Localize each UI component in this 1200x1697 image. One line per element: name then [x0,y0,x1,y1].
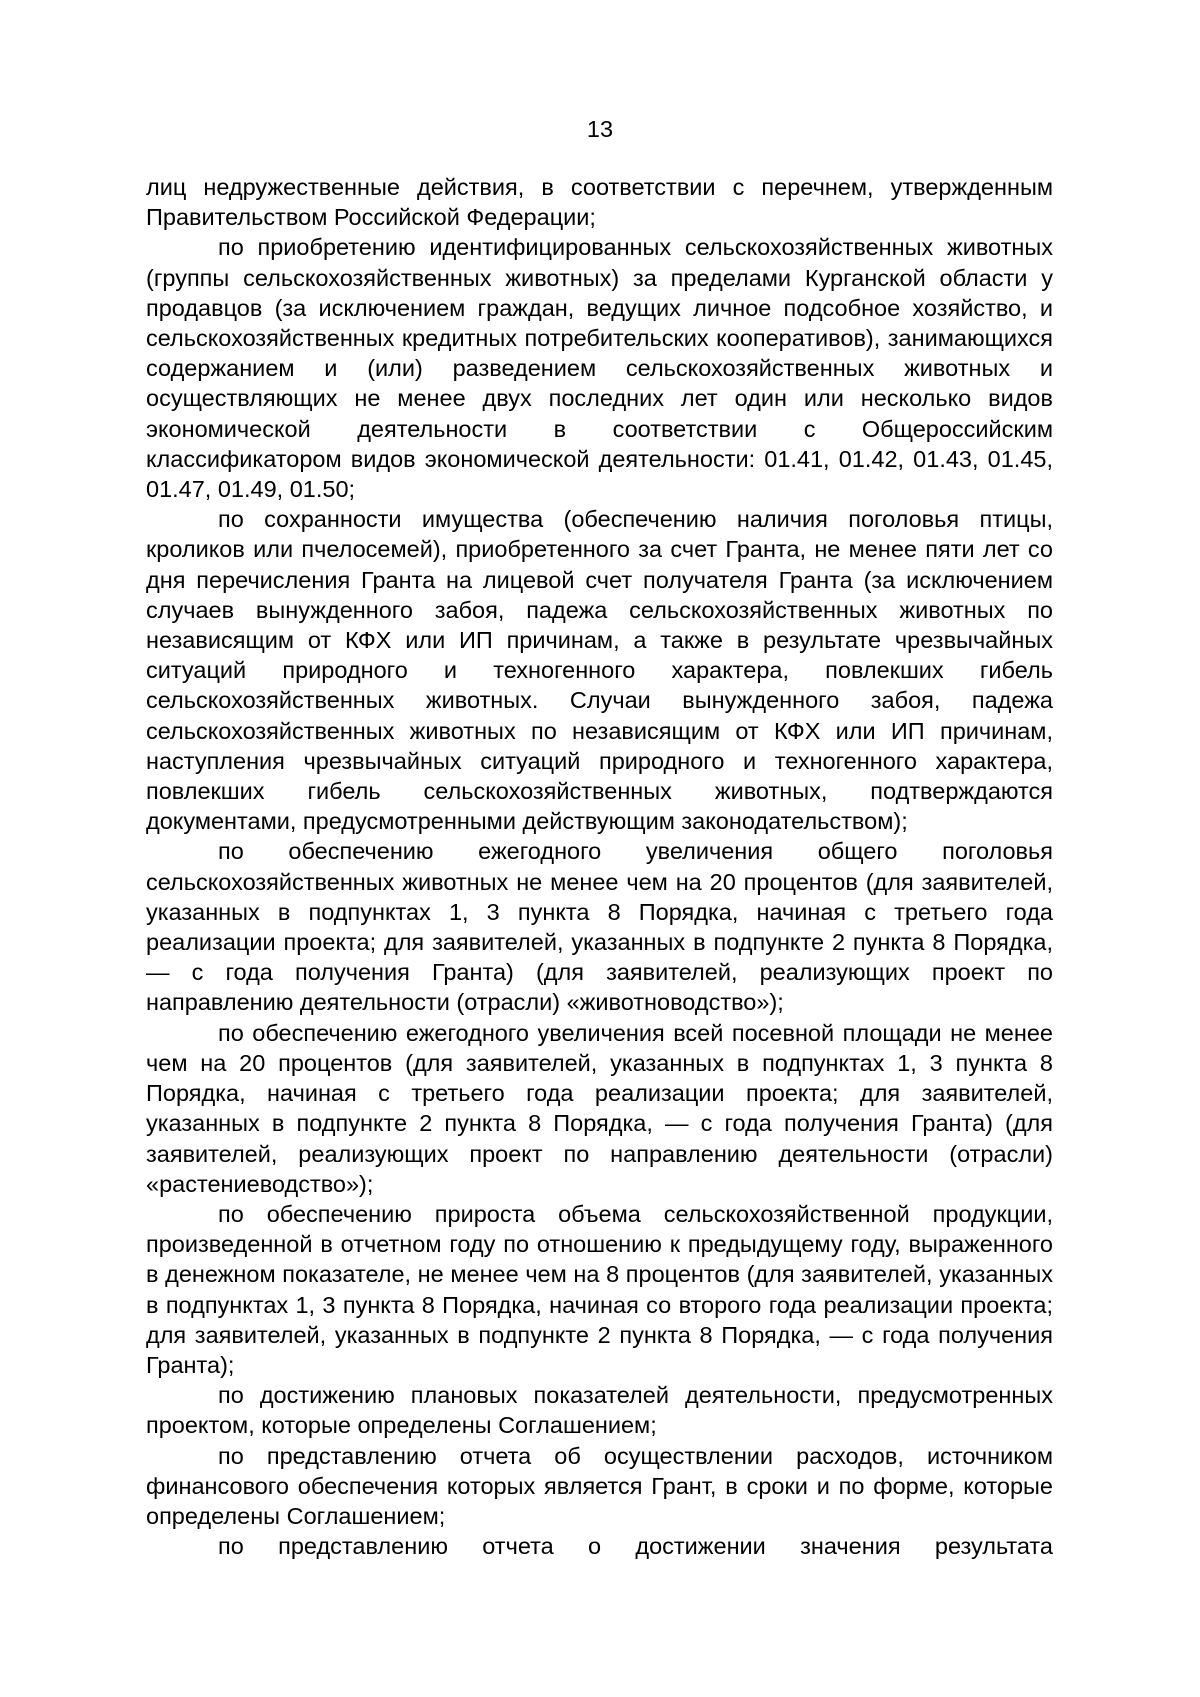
paragraph-continuation: лиц недружественные действия, в соответствии с перечнем, утвержденным Правительством Российской Федерации; [146,174,1053,231]
paragraph-planned-indicators: по достижению плановых показателей деятельности, предусмотренных проектом, которые определены Соглашением; [146,1382,1053,1439]
paragraph-sown-area-increase: по обеспечению ежегодного увеличения всей посевной площади не менее чем на 20 процентов (для заявителей, указанных в подпунктах 1, 3 пункта 8 Порядка, начиная с третьего года реализации проекта; для заявителей, указанных в подпункте 2 пункта 8 Порядка, — с года получения Гранта) (для заявителей, реализующих проект по направлению деятельности (отрасли) «растениеводство»); [146,1019,1053,1197]
document-body [146,172,1053,1561]
paragraph-acquisition-animals: по приобретению идентифицированных сельскохозяйственных животных (группы сельскохозяйственных животных) за пределами Курганской области у продавцов (за исключением граждан, ведущих личное подсобное хозяйство, и сельскохозяйственных кредитных потребительских кооперативов), занимающихся содержанием и (или) разведением сельскохозяйственных животных и осуществляющих не менее двух последних лет один или несколько видов экономической деятельности в соответствии с Общероссийским классификатором видов экономической деятельности: 01.41, 01.42, 01.43, 01.45, 01.47, 01.49, 01.50; [146,234,1053,503]
paragraph-property-preservation: по сохранности имущества (обеспечению наличия поголовья птицы, кроликов или пчелосемей), приобретенного за счет Гранта, не менее пяти лет со дня перечисления Гранта на лицевой счет получателя Гранта (за исключением случаев вынужденного забоя, падежа сельскохозяйственных животных по независящим от КФХ или ИП причинам, а также в результате чрезвычайных ситуаций природного и техногенного характера, повлекших гибель сельскохозяйственных животных. Случаи вынужденного забоя, падежа сельскохозяйственных животных по независящим от КФХ или ИП причинам, наступления чрезвычайных ситуаций природного и техногенного характера, повлекших гибель сельскохозяйственных животных, подтверждаются документами, предусмотренными действующим законодательством); [146,506,1053,835]
paragraph-livestock-increase: по обеспечению ежегодного увеличения общего поголовья сельскохозяйственных животных не менее чем на 20 процентов (для заявителей, указанных в подпунктах 1, 3 пункта 8 Порядка, начиная с третьего года реализации проекта; для заявителей, указанных в подпункте 2 пункта 8 Порядка, — с года получения Гранта) (для заявителей, реализующих проект по направлению деятельности (отрасли) «животноводство»); [146,838,1053,1016]
page-number: 13 [586,116,614,142]
paragraph-result-report: по представлению отчета о достижении значения результата [218,1533,1053,1560]
paragraph-production-growth: по обеспечению прироста объема сельскохозяйственной продукции, произведенной в отчетном году по отношению к предыдущему году, выраженного в денежном показателе, не менее чем на 8 процентов (для заявителей, указанных в подпунктах 1, 3 пункта 8 Порядка, начиная со второго года реализации проекта; для заявителей, указанных в подпункте 2 пункта 8 Порядка, — с года получения Гранта); [146,1200,1053,1378]
paragraph-expense-report: по представлению отчета об осуществлении расходов, источником финансового обеспечения которых является Грант, в сроки и по форме, которые определены Соглашением; [146,1442,1053,1529]
